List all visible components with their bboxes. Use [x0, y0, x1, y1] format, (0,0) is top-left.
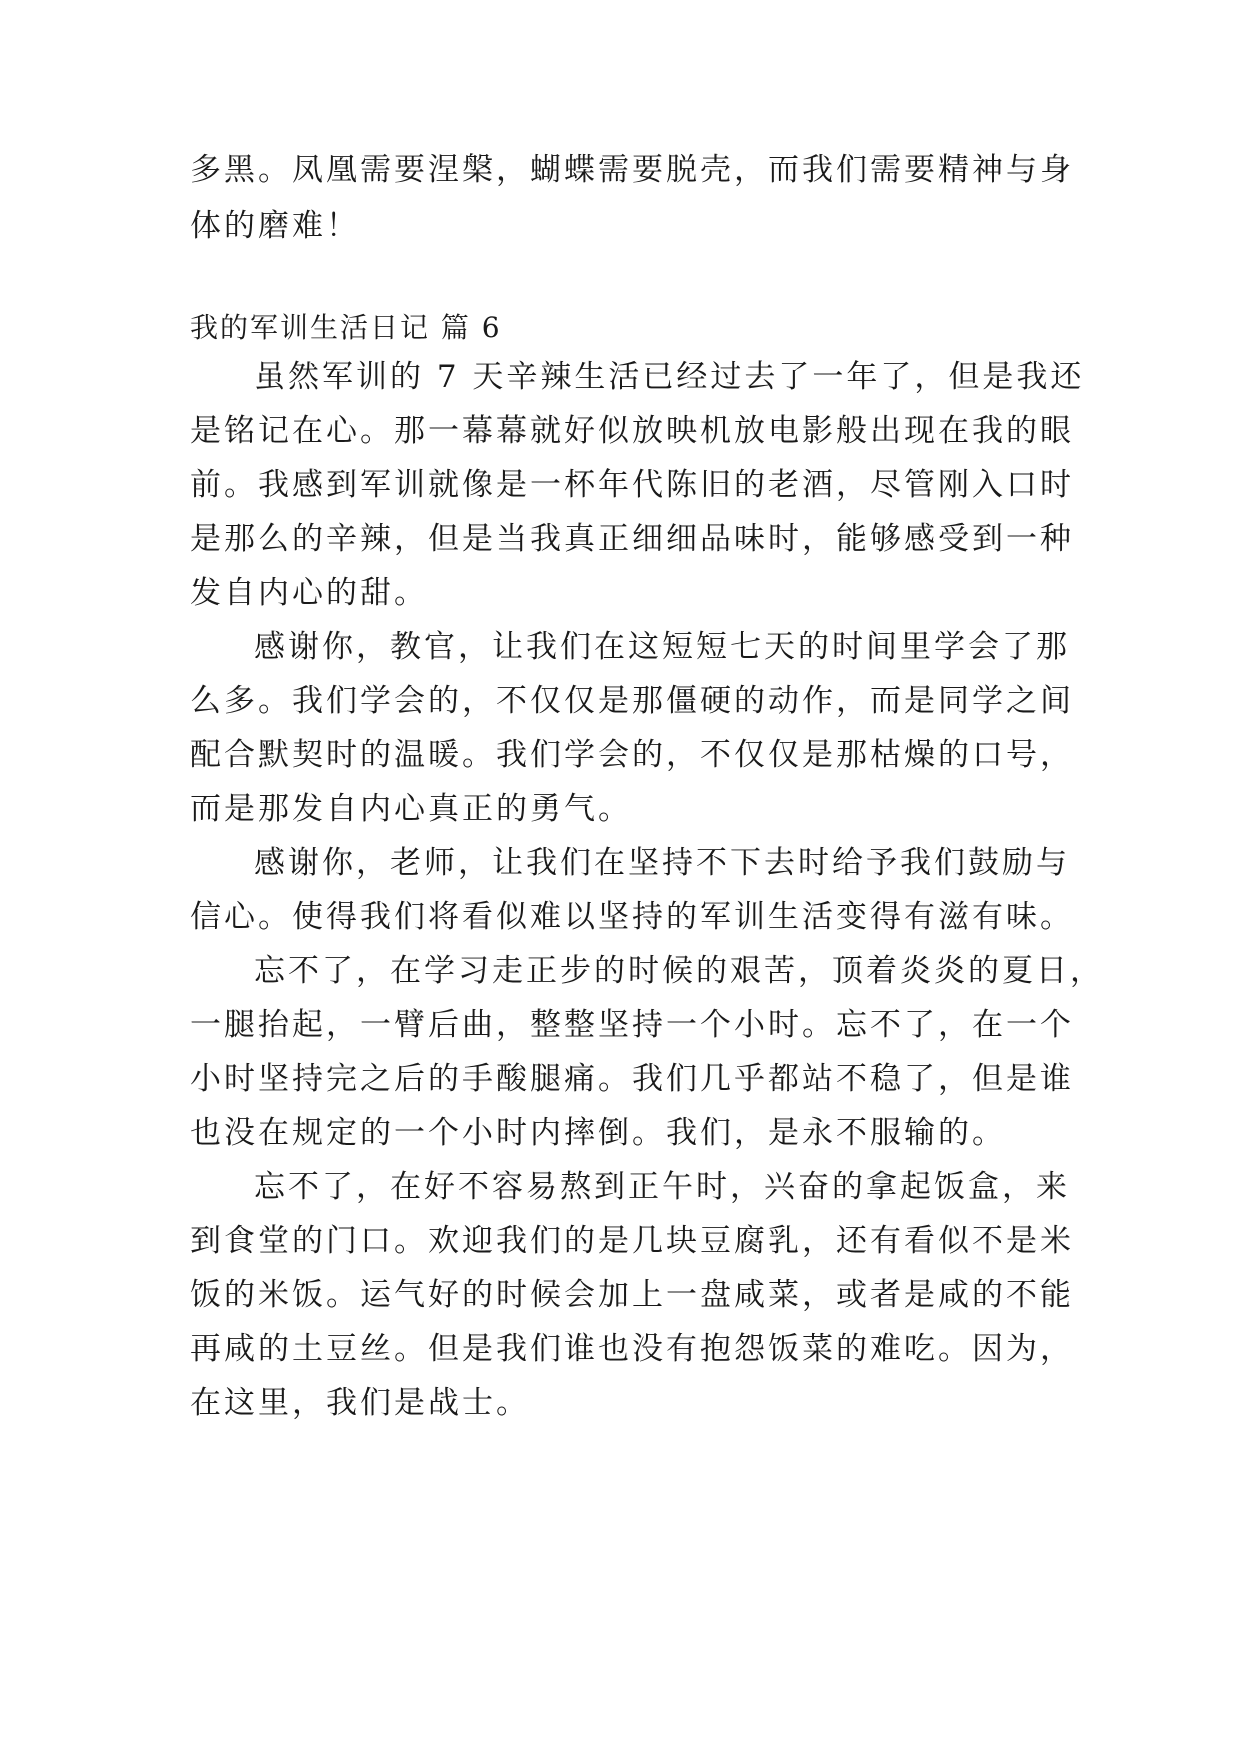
paragraph-line: 是铭记在心。那一幕幕就好似放映机放电影般出现在我的眼	[190, 413, 1074, 449]
paragraph-line: 而是那发自内心真正的勇气。	[190, 791, 632, 827]
paragraph-line: 再咸的土豆丝。但是我们谁也没有抱怨饭菜的难吃。因为，	[190, 1331, 1074, 1367]
paragraph-line: 么多。我们学会的，不仅仅是那僵硬的动作，而是同学之间	[190, 683, 1074, 719]
paragraph-line: 前。我感到军训就像是一杯年代陈旧的老酒，尽管刚入口时	[190, 467, 1074, 503]
paragraph-line: 信心。使得我们将看似难以坚持的军训生活变得有滋有味。	[190, 899, 1074, 935]
paragraph-line: 饭的米饭。运气好的时候会加上一盘咸菜，或者是咸的不能	[190, 1277, 1074, 1313]
paragraph-line: 忘不了，在学习走正步的时候的艰苦，顶着炎炎的夏日，	[254, 953, 1104, 989]
paragraph-line: 感谢你，老师，让我们在坚持不下去时给予我们鼓励与	[254, 845, 1070, 881]
paragraph-line: 到食堂的门口。欢迎我们的是几块豆腐乳，还有看似不是米	[190, 1223, 1074, 1259]
paragraph-line: 体的磨难！	[190, 208, 360, 244]
paragraph-line: 发自内心的甜。	[190, 575, 428, 611]
paragraph-line: 在这里，我们是战士。	[190, 1385, 530, 1421]
paragraph-line: 感谢你，教官，让我们在这短短七天的时间里学会了那	[254, 629, 1070, 665]
paragraph-line: 虽然军训的 7 天辛辣生活已经过去了一年了，但是我还	[254, 359, 1085, 395]
paragraph-line: 一腿抬起，一臂后曲，整整坚持一个小时。忘不了，在一个	[190, 1007, 1074, 1043]
paragraph-line: 配合默契时的温暖。我们学会的，不仅仅是那枯燥的口号，	[190, 737, 1074, 773]
paragraph-line: 忘不了，在好不容易熬到正午时，兴奋的拿起饭盒，来	[254, 1169, 1070, 1205]
paragraph-line: 也没在规定的一个小时内摔倒。我们，是永不服输的。	[190, 1115, 1006, 1151]
paragraph-line: 多黑。凤凰需要涅槃，蝴蝶需要脱壳，而我们需要精神与身	[190, 152, 1074, 188]
paragraph-line: 是那么的辛辣，但是当我真正细细品味时，能够感受到一种	[190, 521, 1074, 557]
paragraph-line: 小时坚持完之后的手酸腿痛。我们几乎都站不稳了，但是谁	[190, 1061, 1074, 1097]
section-heading: 我的军训生活日记 篇 6	[190, 311, 502, 344]
